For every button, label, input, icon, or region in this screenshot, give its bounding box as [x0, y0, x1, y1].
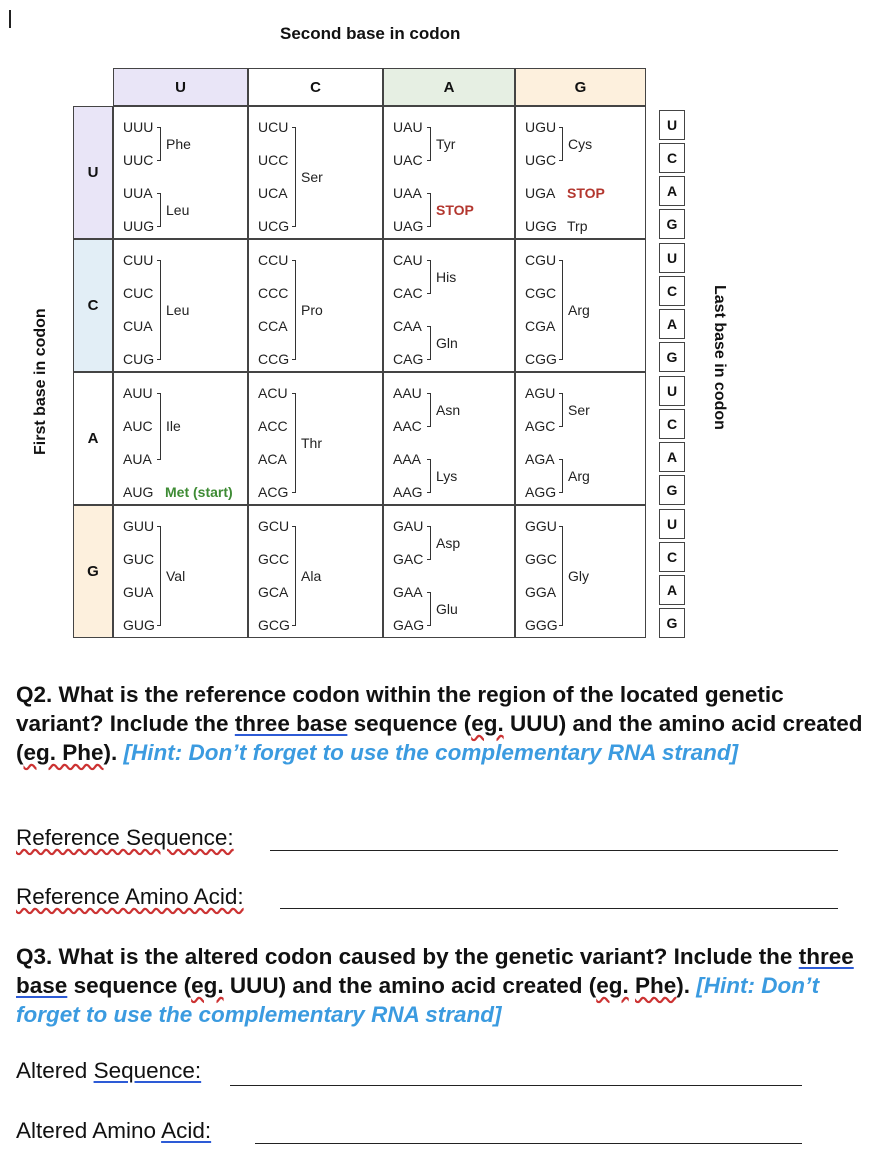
amino-acid-leu: Leu	[166, 202, 190, 218]
codon-auc: AUC	[123, 418, 153, 434]
amino-acid-val: Val	[166, 568, 186, 584]
altered-sequence-text-a: Altered	[16, 1058, 88, 1083]
codon-acu: ACU	[258, 385, 288, 401]
codon-aca: ACA	[258, 451, 287, 467]
codon-aag: AAG	[393, 484, 423, 500]
last-base-a: A	[659, 309, 685, 339]
last-base-c: C	[659, 409, 685, 439]
q3-number: Q3.	[16, 944, 53, 969]
page-edge-mark	[9, 10, 11, 28]
altered-amino-acid-answer-line[interactable]	[255, 1143, 802, 1144]
q3-text-i: ).	[676, 973, 691, 998]
codon-group-bracket	[157, 393, 161, 460]
q3-text-f: eg.	[596, 973, 629, 998]
amino-acid-arg: Arg	[568, 468, 590, 484]
codon-ccg: CCG	[258, 351, 290, 367]
codon-group-bracket	[292, 127, 296, 227]
codon-guu: GUU	[123, 518, 155, 534]
codon-aug: AUG	[123, 484, 154, 500]
amino-acid-leu: Leu	[166, 302, 190, 318]
second-base-title: Second base in codon	[280, 24, 461, 43]
codon-group-bracket	[292, 393, 296, 493]
last-base-u: U	[659, 110, 685, 140]
codon-uag: UAG	[393, 218, 424, 234]
codon-group-bracket	[559, 459, 563, 493]
last-base-g: G	[659, 209, 685, 239]
codon-group-bracket	[427, 193, 431, 227]
codon-cga: CGA	[525, 318, 556, 334]
amino-acid-cys: Cys	[568, 136, 593, 152]
codon-cag: CAG	[393, 351, 424, 367]
column-header-g: G	[515, 68, 646, 106]
altered-sequence-text-b: Sequence:	[93, 1058, 202, 1083]
amino-acid-lys: Lys	[436, 468, 458, 484]
q2-text-a: What is the reference codon within the region of the located genetic variant? Include the	[16, 682, 784, 736]
codon-cac: CAC	[393, 285, 423, 301]
amino-acid-gln: Gln	[436, 335, 458, 351]
reference-sequence-label	[16, 825, 234, 851]
codon-ucc: UCC	[258, 152, 289, 168]
codon-gca: GCA	[258, 584, 289, 600]
q3-text-b: three base	[16, 944, 854, 998]
q3-text-e: UUU) and the amino acid created (	[229, 973, 597, 998]
reference-sequence-text: Reference Sequence:	[16, 825, 234, 850]
codon-aua: AUA	[123, 451, 152, 467]
column-header-c: C	[248, 68, 383, 106]
last-base-g: G	[659, 608, 685, 638]
codon-uua: UUA	[123, 185, 153, 201]
codon-group-bracket	[559, 127, 563, 161]
amino-acid-arg: Arg	[568, 302, 590, 318]
codon-aac: AAC	[393, 418, 422, 434]
codon-gcc: GCC	[258, 551, 290, 567]
reference-amino-acid-label	[16, 884, 244, 910]
codon-cua: CUA	[123, 318, 153, 334]
last-base-u: U	[659, 243, 685, 273]
altered-amino-acid-text-b: Acid:	[161, 1118, 212, 1143]
codon-uau: UAU	[393, 119, 423, 135]
codon-group-bracket	[427, 326, 431, 360]
first-base-title: First base in codon	[32, 308, 49, 455]
last-base-a: A	[659, 575, 685, 605]
codon-cuu: CUU	[123, 252, 154, 268]
q2-hint: [Hint: Don’t forget to use the complementary RNA strand]	[123, 740, 739, 765]
codon-group-bracket	[157, 193, 161, 227]
codon-group-bracket	[292, 526, 296, 626]
amino-acid-ala: Ala	[301, 568, 322, 584]
last-base-g: G	[659, 475, 685, 505]
codon-ugc: UGC	[525, 152, 557, 168]
codon-ggg: GGG	[525, 617, 558, 633]
column-header-u: U	[113, 68, 248, 106]
codon-acc: ACC	[258, 418, 288, 434]
codon-cgg: CGG	[525, 351, 557, 367]
codon-agu: AGU	[525, 385, 556, 401]
amino-acid-glu: Glu	[436, 601, 458, 617]
codon-group-bracket	[559, 393, 563, 427]
codon-ggc: GGC	[525, 551, 557, 567]
codon-group-bracket	[427, 459, 431, 493]
q3-text-a: What is the altered codon caused by the genetic variant? Include the	[58, 944, 793, 969]
codon-ugu: UGU	[525, 119, 557, 135]
codon-uca: UCA	[258, 185, 288, 201]
codon-aga: AGA	[525, 451, 555, 467]
q2-text-f: eg. Phe	[23, 740, 104, 765]
question-3	[16, 942, 876, 1029]
amino-acid-pro: Pro	[301, 302, 323, 318]
codon-group-bracket	[427, 393, 431, 427]
codon-gga: GGA	[525, 584, 557, 600]
codon-agg: AGG	[525, 484, 557, 500]
row-header-u: U	[73, 106, 113, 239]
last-base-title: Last base in codon	[711, 285, 728, 430]
q3-text-h: Phe	[635, 973, 677, 998]
reference-amino-acid-answer-line[interactable]	[280, 908, 838, 909]
q2-number: Q2.	[16, 682, 53, 707]
codon-uac: UAC	[393, 152, 423, 168]
codon-cca: CCA	[258, 318, 288, 334]
altered-amino-acid-label	[16, 1118, 211, 1144]
codon-group-bracket	[157, 127, 161, 161]
q3-text-c: sequence (	[73, 973, 192, 998]
last-base-c: C	[659, 143, 685, 173]
q3-hint: [Hint: Don’t forget to use the complementary RNA strand]	[16, 973, 820, 1027]
altered-sequence-answer-line[interactable]	[230, 1085, 802, 1086]
q3-text-d: eg.	[191, 973, 224, 998]
codon-cgc: CGC	[525, 285, 557, 301]
codon-group-bracket	[559, 260, 563, 360]
codon-aau: AAU	[393, 385, 422, 401]
row-header-c: C	[73, 239, 113, 372]
codon-gcu: GCU	[258, 518, 290, 534]
codon-group-bracket	[427, 526, 431, 560]
row-header-g: G	[73, 505, 113, 638]
altered-sequence-label	[16, 1058, 201, 1084]
column-header-a: A	[383, 68, 515, 106]
last-base-u: U	[659, 509, 685, 539]
codon-uuc: UUC	[123, 152, 154, 168]
amino-acid-asn: Asn	[436, 402, 461, 418]
codon-uga: UGA	[525, 185, 556, 201]
codon-gug: GUG	[123, 617, 155, 633]
codon-ucu: UCU	[258, 119, 289, 135]
codon-group-bracket	[427, 127, 431, 161]
codon-cuc: CUC	[123, 285, 154, 301]
question-2	[16, 680, 876, 767]
codon-cau: CAU	[393, 252, 423, 268]
amino-acid-stop: STOP	[567, 185, 605, 201]
amino-acid-met-start: Met (start)	[165, 484, 233, 500]
amino-acid-asp: Asp	[436, 535, 461, 551]
codon-guc: GUC	[123, 551, 155, 567]
altered-amino-acid-text-a: Altered Amino	[16, 1118, 157, 1143]
codon-group-bracket	[157, 260, 161, 360]
codon-aaa: AAA	[393, 451, 422, 467]
amino-acid-tyr: Tyr	[436, 136, 456, 152]
last-base-a: A	[659, 442, 685, 472]
codon-gac: GAC	[393, 551, 424, 567]
last-base-c: C	[659, 542, 685, 572]
row-header-a: A	[73, 372, 113, 505]
codon-acg: ACG	[258, 484, 289, 500]
codon-ggu: GGU	[525, 518, 557, 534]
codon-gua: GUA	[123, 584, 154, 600]
last-base-g: G	[659, 342, 685, 372]
amino-acid-phe: Phe	[166, 136, 191, 152]
codon-uuu: UUU	[123, 119, 154, 135]
q2-text-b: three base	[234, 711, 348, 736]
codon-gag: GAG	[393, 617, 425, 633]
reference-sequence-answer-line[interactable]	[270, 850, 838, 851]
codon-group-bracket	[427, 260, 431, 294]
codon-ccu: CCU	[258, 252, 289, 268]
codon-uaa: UAA	[393, 185, 422, 201]
codon-gcg: GCG	[258, 617, 290, 633]
codon-group-bracket	[292, 260, 296, 360]
q2-text-g: ).	[103, 740, 118, 765]
codon-gau: GAU	[393, 518, 424, 534]
amino-acid-ile: Ile	[166, 418, 181, 434]
codon-group-bracket	[157, 526, 161, 626]
q2-text-c: sequence (	[353, 711, 472, 736]
codon-uug: UUG	[123, 218, 155, 234]
amino-acid-stop: STOP	[436, 202, 474, 218]
codon-caa: CAA	[393, 318, 422, 334]
codon-cgu: CGU	[525, 252, 557, 268]
last-base-u: U	[659, 376, 685, 406]
amino-acid-thr: Thr	[301, 435, 322, 451]
amino-acid-his: His	[436, 269, 457, 285]
last-base-a: A	[659, 176, 685, 206]
amino-acid-ser: Ser	[301, 169, 323, 185]
codon-agc: AGC	[525, 418, 556, 434]
q2-text-e: UUU) and the amino acid created (	[16, 711, 863, 765]
codon-ucg: UCG	[258, 218, 290, 234]
codon-ugg: UGG	[525, 218, 557, 234]
amino-acid-gly: Gly	[568, 568, 589, 584]
amino-acid-trp: Trp	[567, 218, 588, 234]
codon-cug: CUG	[123, 351, 155, 367]
codon-gaa: GAA	[393, 584, 423, 600]
codon-group-bracket	[559, 526, 563, 626]
q2-text-d: eg.	[471, 711, 504, 736]
codon-ccc: CCC	[258, 285, 289, 301]
last-base-c: C	[659, 276, 685, 306]
codon-auu: AUU	[123, 385, 153, 401]
reference-amino-acid-text: Reference Amino Acid:	[16, 884, 244, 909]
amino-acid-ser: Ser	[568, 402, 590, 418]
codon-group-bracket	[427, 592, 431, 626]
